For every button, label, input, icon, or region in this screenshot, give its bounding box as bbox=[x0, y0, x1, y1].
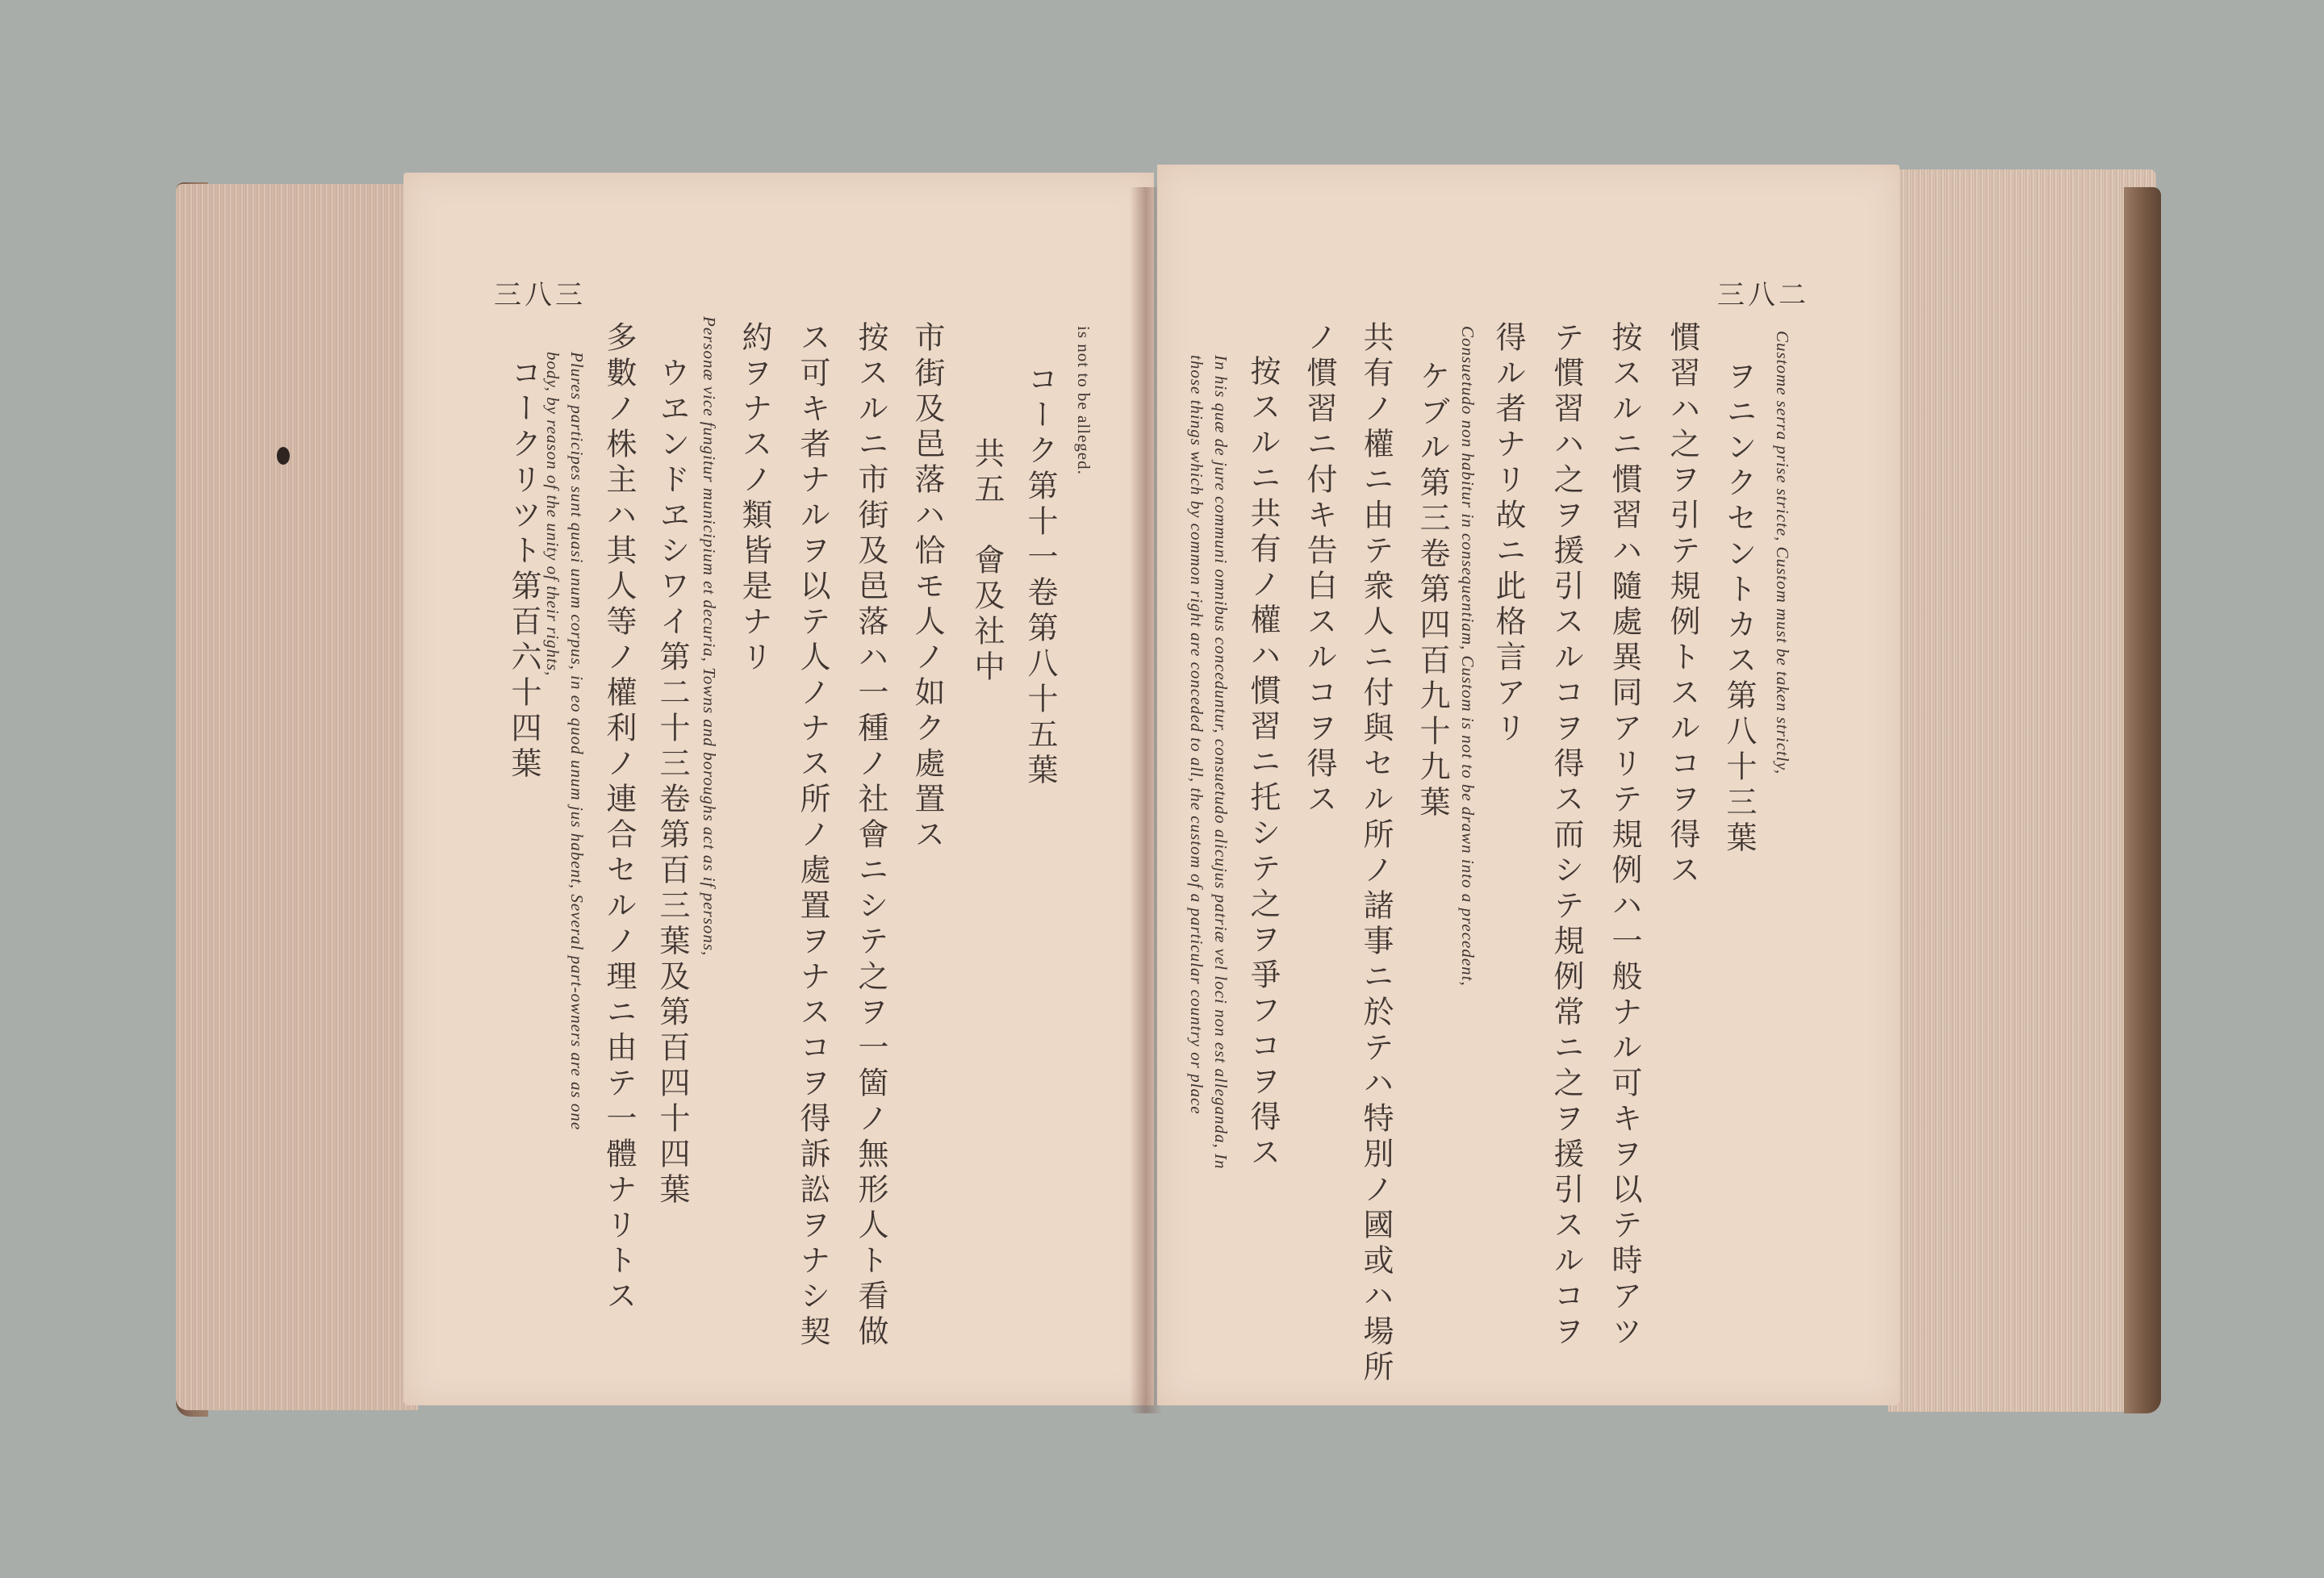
right-col-8: ケブル第三卷第四百九十九葉 bbox=[1415, 360, 1450, 821]
book-cover-right-edge bbox=[2124, 187, 2161, 1413]
left-col-10: 多數ノ株主ハ其人等ノ權利ノ連合セルノ理ニ由テ一體ナリトス bbox=[601, 321, 637, 1315]
right-col-3: 慣習ハ之ヲ引テ規例トスルコヲ得ス bbox=[1665, 321, 1700, 889]
left-col-4: 市街及邑落ハ恰モ人ノ如ク處置ス bbox=[909, 321, 945, 854]
right-col-7: Consuetudo non habitur in consequentiam, Custom is not to be drawn into a precedent, bbox=[1458, 326, 1478, 987]
right-col-2: ヲニンクセントカス第八十三葉 bbox=[1721, 360, 1757, 857]
left-col-7: 約ヲナスノ類皆是ナリ bbox=[737, 321, 772, 676]
right-col-4: 按スルニ慣習ハ隨處異同アリテ規例ハ一般ナル可キヲ以テ時アツ bbox=[1607, 321, 1642, 1350]
right-page-number: 三八二 bbox=[1717, 279, 1809, 311]
right-col-11: 按スルニ共有ノ權ハ慣習ニ托シテ之ヲ爭フコヲ得ス bbox=[1245, 355, 1281, 1171]
right-col-10: ノ慣習ニ付キ告白スルコヲ得ス bbox=[1302, 321, 1337, 818]
left-col-5: 按スルニ市街及邑落ハ一種ノ社會ニシテ之ヲ一箇ノ無形人ト看做 bbox=[853, 321, 888, 1350]
left-col-1: is not to be alleged. bbox=[1074, 326, 1093, 475]
right-col-6: 得ル者ナリ故ニ此格言アリ bbox=[1490, 321, 1526, 747]
left-col-3: 共五 會及社中 bbox=[969, 437, 1005, 686]
left-col-9: ウヱンドヱシワイ第二十三卷第百三葉及第百四十四葉 bbox=[654, 357, 690, 1209]
left-col-2: コーク第十一卷第八十五葉 bbox=[1022, 363, 1058, 789]
left-col-8: Personæ vice fungitur municipium et decuria, Towns and boroughs act as if persons, bbox=[700, 316, 719, 957]
page-stack-left bbox=[176, 184, 418, 1410]
right-col-5: テ慣習ハ之ヲ援引スルコヲ得ス而シテ規例常ニ之ヲ援引スルコヲ bbox=[1549, 321, 1584, 1350]
right-col-9: 共有ノ權ニ由テ衆人ニ付與セル所ノ諸事ニ於テハ特別ノ國或ハ場所 bbox=[1358, 321, 1394, 1386]
left-col-6: ス可キ者ナルヲ以テ人ノナス所ノ處置ヲナスコヲ得訴訟ヲナシ契 bbox=[795, 321, 830, 1350]
right-col-12: In his quæ de jure communi omnibus conceduntur, consuetudo alicujus patriæ vel loci non est alleganda, In bbox=[1211, 355, 1231, 1170]
page-hole bbox=[277, 447, 290, 465]
left-col-13: コークリツト第百六十四葉 bbox=[506, 357, 541, 783]
right-col-13: those things which by common right are conceded to all, the custom of a particular country or place bbox=[1187, 355, 1206, 1115]
right-col-1: Custome serra prise stricte, Custom must be taken strictly, bbox=[1773, 331, 1792, 775]
left-page-number: 三八三 bbox=[494, 279, 586, 311]
left-col-12: body, by reason of the unity of their rights, bbox=[543, 352, 562, 677]
page-stack-right bbox=[1888, 169, 2156, 1412]
left-col-11: Plures participes sunt quasi unum corpus, in eo quod unum jus habent, Several part-owners are as one bbox=[567, 352, 587, 1131]
